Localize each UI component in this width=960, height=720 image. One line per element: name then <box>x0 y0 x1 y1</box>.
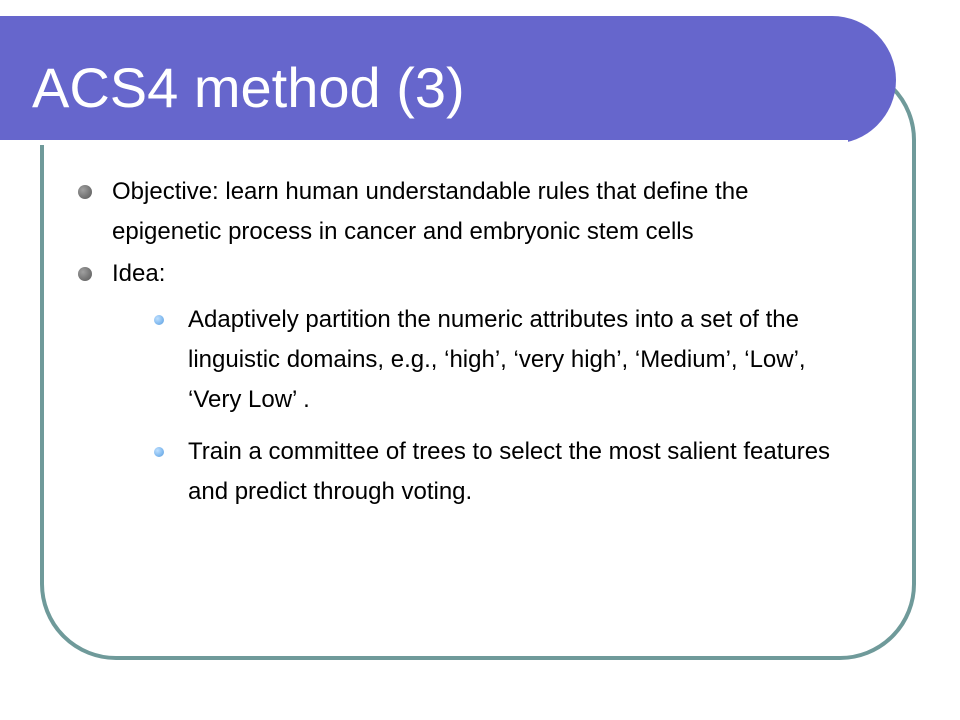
gray-circle-bullet-icon <box>78 185 92 199</box>
blue-circle-bullet-icon <box>154 315 164 325</box>
bullet-idea-text: Idea: <box>112 260 166 287</box>
sub-bullet-committee-text: Train a committee of trees to select the most salient features and predict through voting. <box>188 438 831 505</box>
bullet-objective <box>78 172 838 252</box>
blue-circle-bullet-icon <box>154 447 164 457</box>
bullet-idea <box>78 254 838 512</box>
gray-circle-bullet-icon <box>78 267 92 281</box>
slide-title: ACS4 method (3) <box>32 56 465 119</box>
title-bar <box>0 16 896 144</box>
sub-bullet-committee <box>154 432 838 512</box>
title-underline <box>0 140 848 145</box>
bullet-objective-text: Objective: learn human understandable rules that define the epigenetic process in cancer and embryonic stem cells <box>112 178 749 245</box>
bullet-list <box>78 172 838 524</box>
sub-bullet-partition <box>154 300 838 420</box>
idea-sub-list <box>112 300 838 512</box>
sub-bullet-partition-text: Adaptively partition the numeric attributes into a set of the linguistic domains, e.g., ‘high’, ‘very high’, ‘Medium’, ‘Low’, ‘Very Low’ . <box>188 306 806 413</box>
